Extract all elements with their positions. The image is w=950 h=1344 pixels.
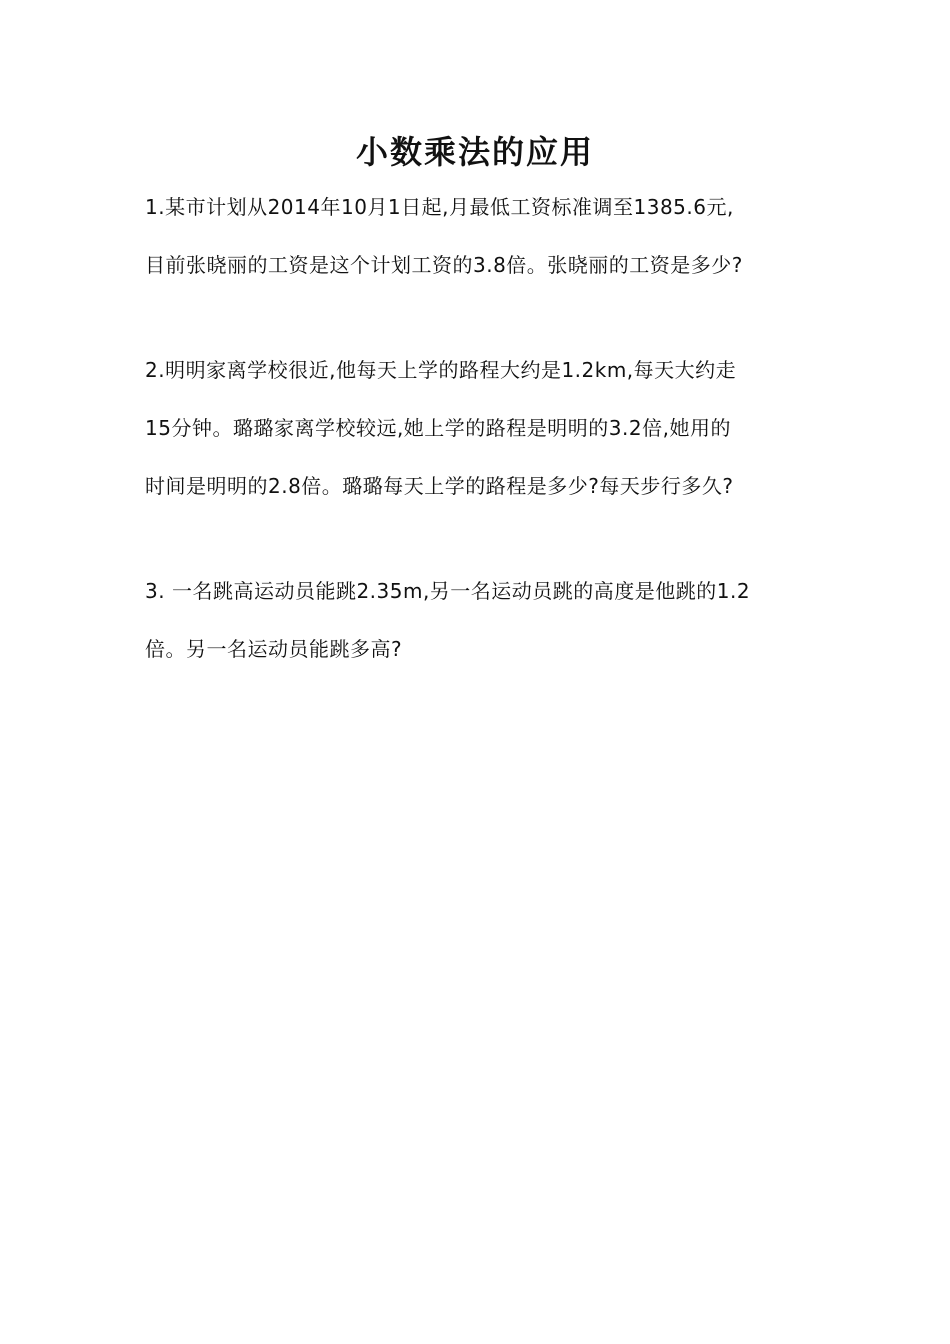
question-1-line-1: 1.某市计划从2014年10月1日起,月最低工资标准调至1385.6元, [145, 195, 734, 219]
question-2-line-3: 时间是明明的2.8倍。璐璐每天上学的路程是多少?每天步行多久? [145, 474, 734, 498]
question-2-line-1: 2.明明家离学校很近,他每天上学的路程大约是1.2km,每天大约走 [145, 358, 737, 382]
question-3-line-2: 倍。另一名运动员能跳多高? [145, 637, 403, 661]
question-2-line-2: 15分钟。璐璐家离学校较远,她上学的路程是明明的3.2倍,她用的 [145, 416, 731, 440]
page-title: 小数乘法的应用 [355, 133, 594, 171]
question-3-line-1: 3. 一名跳高运动员能跳2.35m,另一名运动员跳的高度是他跳的1.2 [145, 579, 751, 603]
question-1-line-2: 目前张晓丽的工资是这个计划工资的3.8倍。张晓丽的工资是多少? [145, 253, 743, 277]
